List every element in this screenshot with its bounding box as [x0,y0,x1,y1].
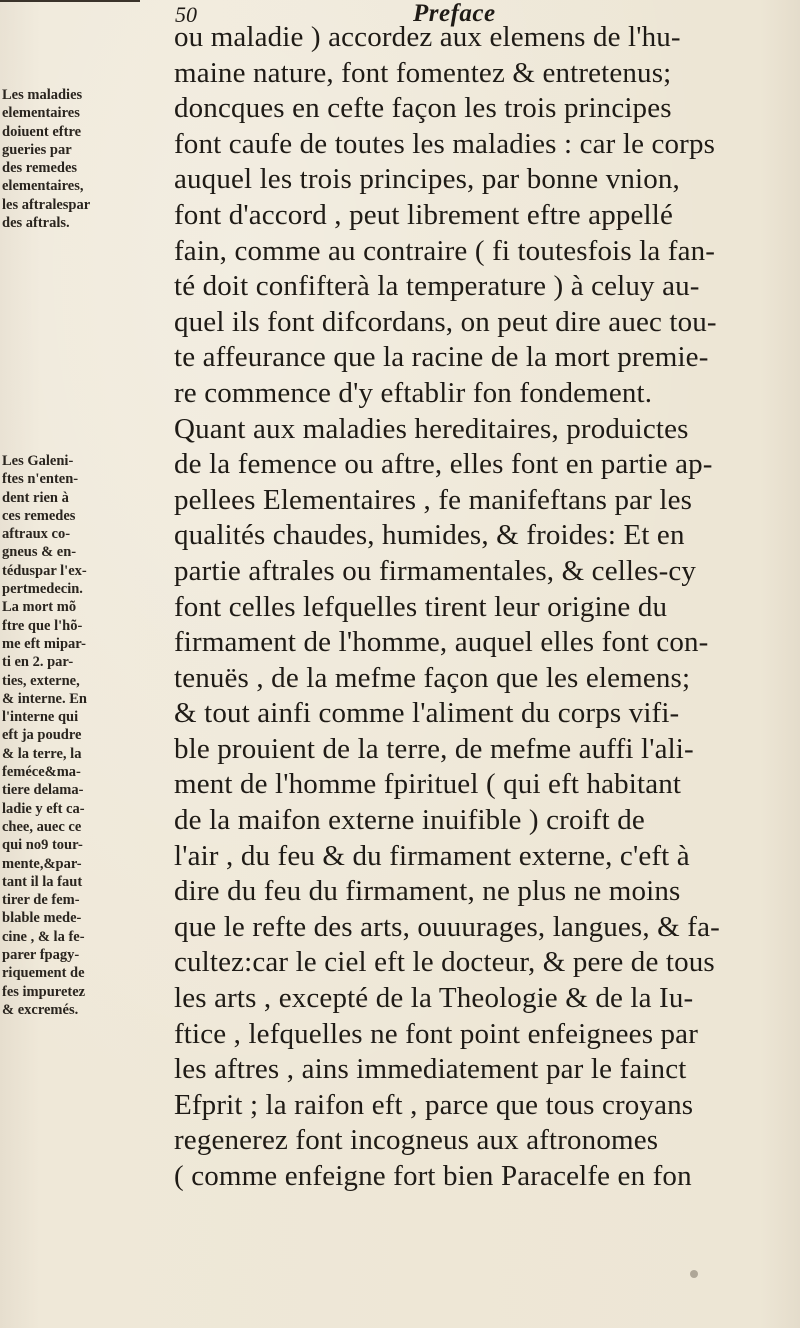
margin-note-line: téduspar l'ex- [2,562,87,579]
margin-note-line: fes impuretez [2,983,86,1000]
body-line: font caufe de toutes les maladies : car le corps [174,127,716,160]
margin-note-line: eft ja poudre [2,727,82,744]
body-line: quel ils font difcordans, on peut dire auec tou- [174,305,717,338]
body-line: partie aftrales ou firmamentales, & celles-cy [174,554,697,587]
body-line: qualités chaudes, humides, & froides: Et en [174,519,685,552]
margin-note-line: ti en 2. par- [2,654,74,671]
margin-note-line: l'interne qui [2,709,79,726]
body-line: firmament de l'homme, auquel elles font con- [174,626,709,659]
body-line: cultez:car le ciel eft le docteur, & pere de tous [174,946,715,979]
body-line: ou maladie ) accordez aux elemens de l'hu- [174,21,681,53]
margin-note-line: chee, auec ce [2,818,82,835]
margin-note-line: dent rien à [2,489,69,506]
margin-note-line: gneus & en- [2,544,77,561]
margin-note-elementary-diseases [2,86,152,232]
margin-note-line: ftre que l'hõ- [2,617,83,634]
margin-note-line: des aftrals. [2,215,70,232]
body-line: que le refte des arts, ouuurages, langues, & fa- [174,910,720,943]
body-line: tenuës , de la mefme façon que les elemens; [174,661,691,694]
margin-note-line: me eft mipar- [2,635,87,652]
body-line: Quant aux maladies hereditaires, produictes [174,412,689,445]
margin-note-line: feméce&ma- [2,764,81,781]
body-line: ( comme enfeigne fort bien Paracelfe en fon [174,1160,692,1192]
body-line: les arts , excepté de la Theologie & de la Iu- [174,982,694,1015]
page-number: 50 [175,2,197,27]
margin-note-line: La mort mõ [2,599,77,616]
margin-note-line: doiuent eftre [2,123,82,140]
body-line: de la maifon externe inuifible ) croift de [174,804,645,837]
body-line: les aftres , ains immediatement par le fainct [174,1053,687,1086]
margin-note-line: Les maladies [2,87,83,103]
body-line: ftice , lefquelles ne font point enfeignees par [174,1017,699,1050]
margin-note-line: mente,&par- [2,855,82,872]
margin-note-line: aftraux co- [2,526,71,543]
body-line: re commence d'y eftablir fon fondement. [174,376,653,409]
body-line: doncques en cefte façon les trois principes [174,92,672,125]
margin-note-line: des remedes [2,160,78,177]
margin-note-line: qui no9 tour- [2,837,83,854]
margin-note-line: tant il la faut [2,873,83,890]
margin-note-line: les aftralespar [2,196,91,213]
top-rule [0,0,140,2]
margin-note-line: elementaires, [2,178,84,195]
margin-note-line: ties, externe, [2,672,80,689]
body-line: dire du feu du firmament, ne plus ne moins [174,875,681,908]
margin-note-line: riquement de [2,965,85,982]
margin-note-line: & excremés. [2,1001,79,1018]
body-line: ble prouient de la terre, de mefme auffi l'ali- [174,732,694,765]
body-text [174,20,786,1195]
margin-note-line: pertmedecin. [2,581,83,598]
body-line: fain, comme au contraire ( fi toutesfois la fan- [174,234,716,267]
body-line: té doit confifterà la temperature ) à celuy au- [174,270,700,303]
margin-note-line: elementaires [2,105,80,122]
margin-note-galenists [2,452,152,1019]
body-line: font d'accord , peut librement eftre appellé [174,198,673,231]
margin-note-line: & la terre, la [2,745,82,762]
body-line: ment de l'homme fpirituel ( qui eft habitant [174,768,682,801]
margin-note-line: tirer de fem- [2,892,80,909]
body-line: pellees Elementaires , fe manifeftans par les [174,483,693,516]
margin-note-line: Les Galeni- [2,453,74,469]
body-line: de la femence ou aftre, elles font en partie ap- [174,448,713,481]
body-line: l'air , du feu & du firmament externe, c'eft à [174,839,690,872]
margin-note-line: ftes n'enten- [2,471,79,488]
margin-note-line: tiere delama- [2,782,84,799]
body-line: Efprit ; la raifon eft , parce que tous croyans [174,1088,694,1121]
body-line: font celles lefquelles tirent leur origine du [174,590,668,623]
margin-note-line: cine , & la fe- [2,928,85,945]
body-line: te affeurance que la racine de la mort premie- [174,341,709,374]
margin-note-line: & interne. En [2,690,87,707]
body-line: auquel les trois principes, par bonne vnion, [174,163,680,196]
body-line: & tout ainfi comme l'aliment du corps vifi- [174,697,680,730]
margin-note-line: parer fpagy- [2,947,80,964]
margin-note-line: blable mede- [2,910,82,927]
ink-smudge [690,1270,698,1278]
running-head: Preface [413,0,496,27]
body-line: regenerez font incogneus aux aftronomes [174,1124,659,1157]
body-line: maine nature, font fomentez & entretenus; [174,56,672,89]
margin-note-line: ladie y eft ca- [2,800,85,817]
margin-note-line: ces remedes [2,507,76,524]
margin-note-line: gueries par [2,141,72,158]
